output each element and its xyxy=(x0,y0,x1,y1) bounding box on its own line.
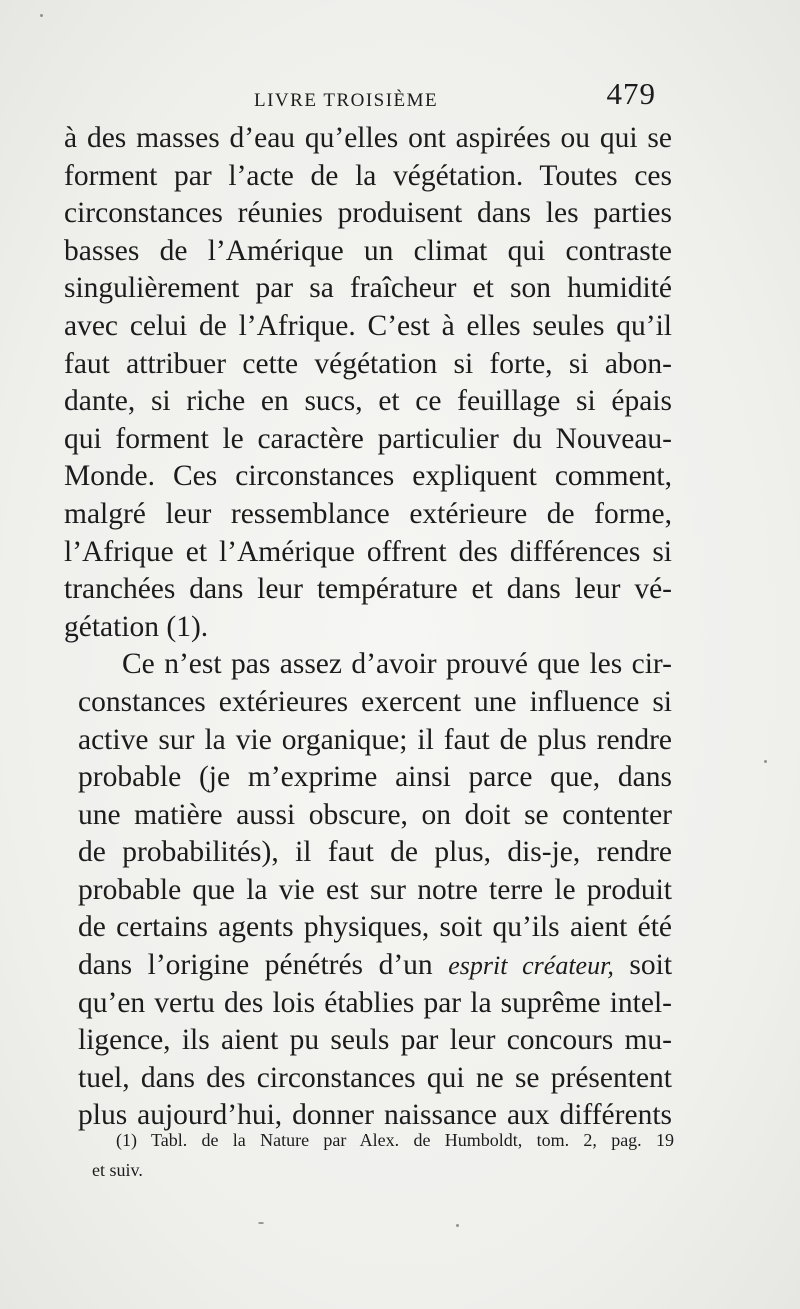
text-line: gétation (1). xyxy=(64,610,209,643)
text-line: qui forment le caractère particulier du Nouveau- xyxy=(64,422,672,455)
text-line: plus aujourd’hui, donner naissance aux différents xyxy=(78,1099,672,1132)
footnote-line: et suiv. xyxy=(92,1160,143,1180)
running-head: LIVRE TROISIÈME xyxy=(254,90,439,111)
footnote-line: (1) Tabl. de la Nature par Alex. de Humboldt, tom. 2, pag. 19 xyxy=(116,1130,674,1150)
text-line: Ce n’est pas assez d’avoir prouvé que les cir- xyxy=(122,648,672,681)
text-line: dante, si riche en sucs, et ce feuillage si épais xyxy=(64,385,672,418)
paper-speck xyxy=(258,1222,264,1224)
text-line: singulièrement par sa fraîcheur et son humidité xyxy=(64,272,672,305)
text-line: probable (je m’exprime ainsi parce que, dans xyxy=(78,761,672,794)
text-line: circonstances réunies produisent dans les parties xyxy=(64,197,672,230)
text-line-with-italic xyxy=(78,947,672,985)
italic-phrase: esprit créateur, xyxy=(448,951,614,981)
text-line: de probabilités), il faut de plus, dis-je, rendre xyxy=(78,836,672,869)
text-line: tuel, dans des circonstances qui ne se présentent xyxy=(78,1061,672,1094)
text-line: à des masses d’eau qu’elles ont aspirées ou qui se xyxy=(64,122,672,154)
text-line: tranchées dans leur température et dans leur vé- xyxy=(64,573,672,606)
paper-speck xyxy=(456,1224,459,1227)
text-segment: dans l’origine pénétrés d’un xyxy=(78,949,433,982)
page-header xyxy=(64,76,656,120)
text-line: Monde. Ces circonstances expliquent comment, xyxy=(64,460,672,493)
paper-speck xyxy=(764,760,767,763)
text-segment: soit xyxy=(629,949,672,982)
text-line: basses de l’Amérique un climat qui contraste xyxy=(64,234,672,267)
text-line: l’Afrique et l’Amérique offrent des différences si xyxy=(64,535,672,568)
page-number: 479 xyxy=(606,76,656,111)
text-line: constances extérieures exercent une influence si xyxy=(78,685,672,718)
text-line: probable que la vie est sur notre terre le produit xyxy=(78,873,672,906)
text-line: qu’en vertu des lois établies par la suprême intel- xyxy=(78,986,672,1019)
body-text xyxy=(64,120,672,1135)
paper-speck xyxy=(40,14,43,17)
text-line: active sur la vie organique; il faut de plus rendre xyxy=(78,723,672,756)
footnotes xyxy=(92,1125,674,1185)
text-line: de certains agents physiques, soit qu’ils aient été xyxy=(78,911,672,944)
text-line: malgré leur ressemblance extérieure de forme, xyxy=(64,497,672,530)
text-line: forment par l’acte de la végétation. Toutes ces xyxy=(64,159,672,192)
text-line: une matière aussi obscure, on doit se contenter xyxy=(78,798,672,831)
text-line: avec celui de l’Afrique. C’est à elles seules qu’il xyxy=(64,309,672,342)
text-line: ligence, ils aient pu seuls par leur concours mu- xyxy=(78,1024,672,1057)
text-line: faut attribuer cette végétation si forte, si abon- xyxy=(64,347,672,380)
